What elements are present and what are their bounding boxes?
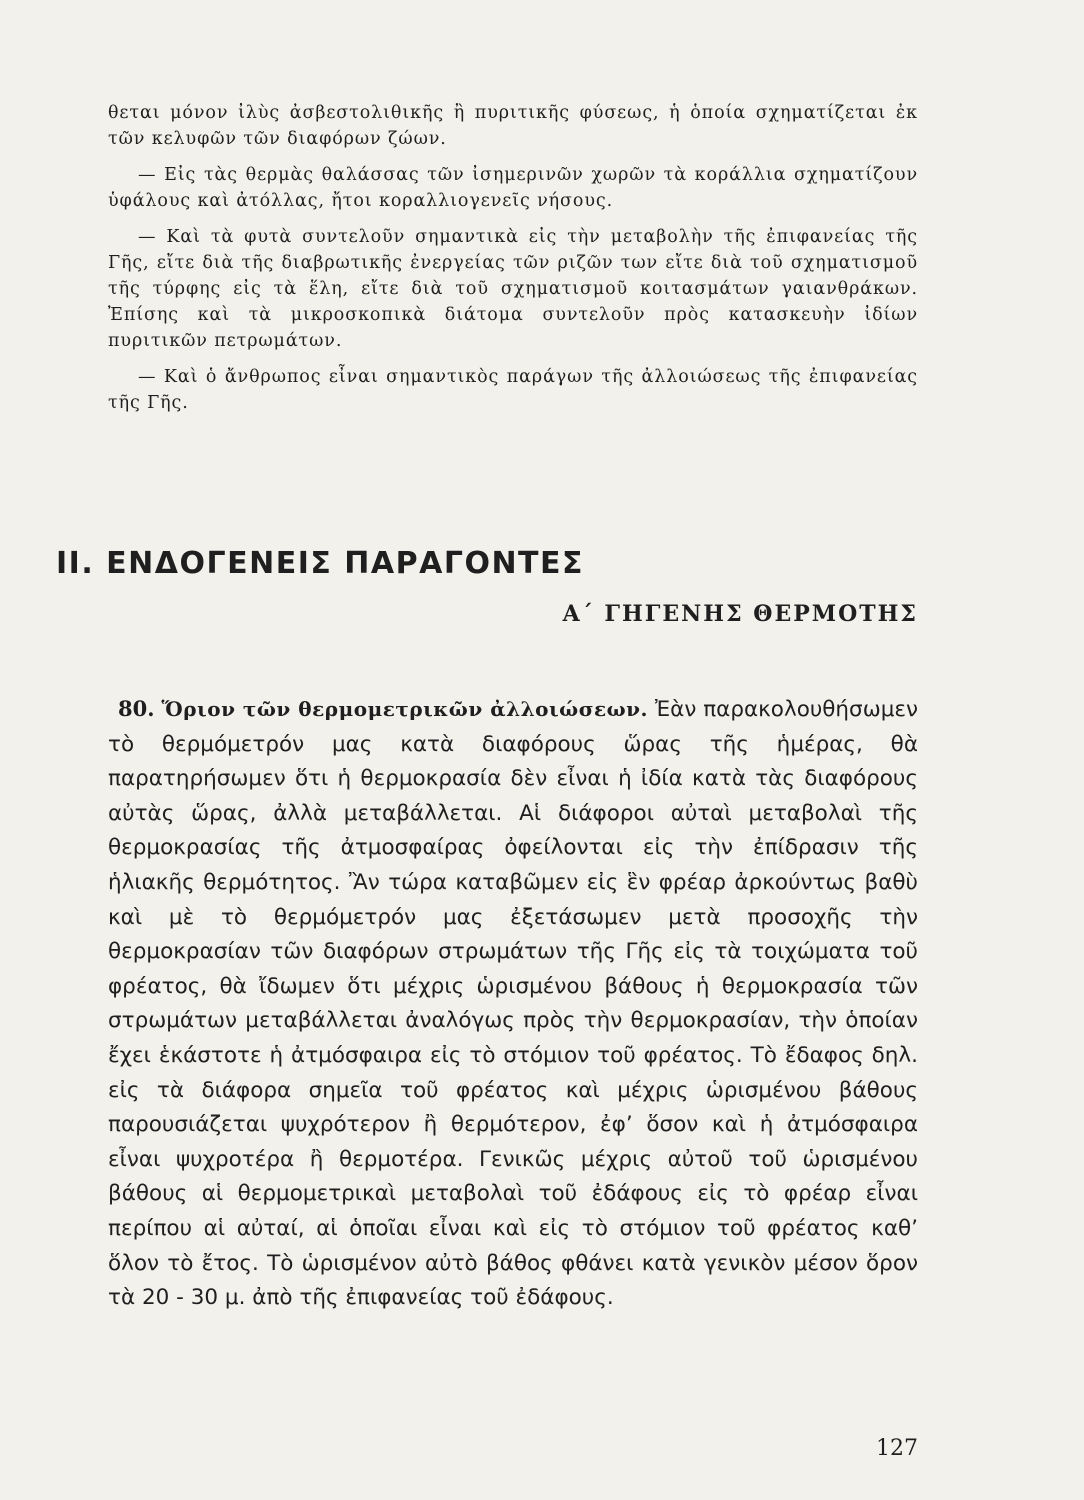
- sub-heading: Α΄ ΓΗΓΕΝΗΣ ΘΕΡΜΟΤΗΣ: [562, 601, 918, 627]
- paragraph-80: [108, 692, 918, 1316]
- top-text-block: [108, 100, 918, 416]
- page-content: [56, 100, 919, 1316]
- paragraph-number: 80.: [118, 696, 155, 721]
- section-heading: ΙΙ. ΕΝΔΟΓΕΝΕΙΣ ΠΑΡΑΓΟΝΤΕΣ: [56, 546, 585, 581]
- paragraph-humans: — Καὶ ὁ ἄνθρωπος εἶναι σημαντικὸς παράγων τῆς ἀλλοιώσεως τῆς ἐπιφανείας τῆς Γῆς.: [108, 367, 918, 413]
- paragraph-corals: — Εἰς τὰς θερμὰς θαλάσσας τῶν ἰσημερινῶν χωρῶν τὰ κοράλλια σχηματίζουν ὑφάλους καὶ ἀτόλλας, ἤτοι κοραλλιογενεῖς νήσους.: [108, 165, 918, 211]
- page-number: 127: [876, 1436, 918, 1461]
- paragraph-plants: — Καὶ τὰ φυτὰ συντελοῦν σημαντικὰ εἰς τὴν μεταβολὴν τῆς ἐπιφανείας τῆς Γῆς, εἴτε διὰ τῆς διαβρωτικῆς ἐνεργείας τῶν ριζῶν των εἴτε διὰ τοῦ σχηματισμοῦ τῆς τύρφης εἰς τὰ ἕλη, εἴτε διὰ τοῦ σχηματισμοῦ κοιτασμάτων γαιανθράκων. Ἐπίσης καὶ τὰ μικροσκοπικὰ διάτομα συντελοῦν πρὸς κατασκευὴν ἰδίων πυριτικῶν πετρωμάτων.: [108, 227, 918, 351]
- paragraph-body: Ἐὰν παρακολουθήσωμεν τὸ θερμόμετρόν μας κατὰ διαφόρους ὥρας τῆς ἡμέρας, θὰ παρατηρήσωμεν ὅτι ἡ θερμοκρασία δὲν εἶναι ἡ ἰδία κατὰ τὰς διαφόρους αὐτὰς ὥρας, ἀλλὰ μεταβάλλεται. Αἱ διάφοροι αὐταὶ μεταβολαὶ τῆς θερμοκρασίας τῆς ἀτμοσφαίρας ὀφείλονται εἰς τὴν ἐπίδρασιν τῆς ἡλιακῆς θερμότητος. Ἂν τώρα καταβῶμεν εἰς ἓν φρέαρ ἀρκούντως βαθὺ καὶ μὲ τὸ θερμόμετρόν μας ἐξετάσωμεν μετὰ προσοχῆς τὴν θερμοκρασίαν τῶν διαφόρων στρωμάτων τῆς Γῆς εἰς τὰ τοιχώματα τοῦ φρέατος, θὰ ἴδωμεν ὅτι μέχρις ὡρισμένου βάθους ἡ θερμοκρασία τῶν στρωμάτων μεταβάλλεται ἀναλόγως πρὸς τὴν θερμοκρασίαν, τὴν ὁποίαν ἔχει ἑκάστοτε ἡ ἀτμόσφαιρα εἰς τὸ στόμιον τοῦ φρέατος. Τὸ ἔδαφος δηλ. εἰς τὰ διάφορα σημεῖα τοῦ φρέατος καὶ μέχρις ὡρισμένου βάθους παρουσιάζεται ψυχρότερον ἢ θερμότερον, ἐφ’ ὅσον καὶ ἡ ἀτμόσφαιρα εἶναι ψυχροτέρα ἢ θερμοτέρα. Γενικῶς μέχρις αὐτοῦ τοῦ ὡρισμένου βάθους αἱ θερμομετρικαὶ μεταβολαὶ τοῦ ἐδάφους εἰς τὸ φρέαρ εἶναι περίπου αἱ αὐταί, αἱ ὁποῖαι εἶναι καὶ εἰς τὸ στόμιον τοῦ φρέατος καθ’ ὅλον τὸ ἔτος. Τὸ ὡρισμένον αὐτὸ βάθος φθάνει κατὰ γενικὸν μέσον ὅρον τὰ 20 - 30 μ. ἀπὸ τῆς ἐπιφανείας τοῦ ἐδάφους.: [108, 697, 919, 1311]
- paragraph-title: Ὅριον τῶν θερμομετρικῶν ἀλλοιώσεων.: [161, 697, 648, 721]
- paragraph-continuation: θεται μόνον ἰλὺς ἀσβεστολιθικῆς ἢ πυριτικῆς φύσεως, ἡ ὁποία σχηματίζεται ἐκ τῶν κελυφῶν τῶν διαφόρων ζώων.: [108, 103, 918, 149]
